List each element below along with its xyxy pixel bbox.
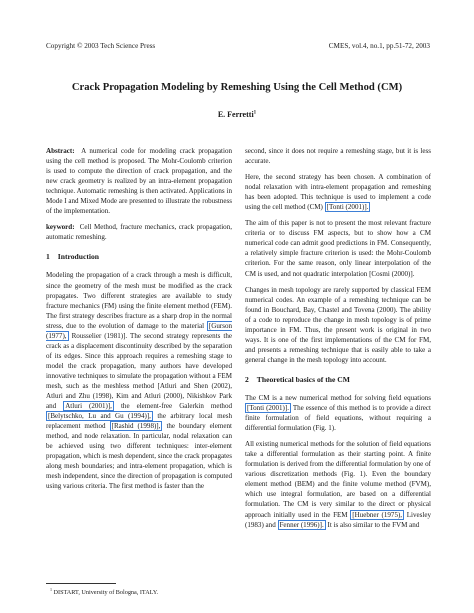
text-run: Here, the second strategy has been chosen. A combination of nodal relaxation with intra-element propagation and remeshing has been adopted. This technique is used to implement a code using the cell method (CM)	[245, 173, 431, 212]
abstract-label: Abstract:	[46, 147, 75, 155]
text-run: All existing numerical methods for the solution of field equations take a differential formulation as their starting point. A finite formulation is derived from the differential formulation by one of various discretization methods (Fig. 1). Even the boundary element method (BEM) and the finite volume method (FVM), which use integral formulation, are based on a differential formulation. The CM is very similar to the direct or physical approach initially used in the FEM	[245, 440, 431, 519]
abstract-text: A numerical code for modeling crack propagation using the cell method is proposed. The Mohr-Coulomb criterion is used to compute the direction of crack propagation, and the new crack geometry is realized by an intra-element propagation technique. Automatic remeshing is then activated. Applications in Mode I and Mixed Mode are presented to illustrate the robustness of the implementation.	[46, 147, 233, 216]
citation-link[interactable]: [Belytschko, Lu and Gu (1994)],	[48, 412, 151, 421]
section-heading-theory	[245, 375, 431, 385]
journal-reference: CMES, vol.4, no.1, pp.51-72, 2003	[328, 42, 430, 50]
text-run: the boundary element method, and node relaxation. In particular, nodal relaxation can be achieved using two different techniques: inter-element propagation, which is mesh dependent, since the crack propagates along mesh boundaries; and intra-element propagation, which is mesh independent, since the direction of propagation is computed using various criteria. The first method is faster than the	[46, 422, 232, 491]
text-run: Rousselier (1981)]. The second strategy represents the crack as a displacement discontinuity described by the separation of its edges. Since this approach requires a remeshing stage to model the crack propagation, many authors have developed innovative techniques to simulate the propagation without a FEM mesh, such as the meshless method [Atluri and Shen (2002), Atluri and Zhu (1998), Kim and Atluri (2000), Nikishkov Park and	[46, 331, 232, 411]
text-run: the element-free Galerkin method	[120, 402, 232, 411]
text-run: It is also similar to the FVM and	[327, 520, 420, 529]
author-name: E. Ferretti	[217, 110, 254, 119]
keywords-label: keyword:	[46, 223, 75, 232]
left-column	[46, 146, 232, 498]
text-run: The essence of this method is to provide a direct finite formulation of field equations, without requiring a differential formulation (Fig. 1).	[245, 404, 432, 433]
citation-link[interactable]: [Gurson (1977),	[46, 321, 232, 340]
footnote-text: DISTART, University of Bologna, ITALY.	[53, 589, 159, 597]
citation-link[interactable]: [Tonti (2001)].	[247, 404, 289, 413]
section-title: Introduction	[57, 252, 100, 262]
author-line	[0, 110, 474, 119]
paragraph: second, since it does not require a remeshing stage, but it is less accurate.	[245, 147, 431, 166]
text-run: Modeling the propagation of a crack through a mesh is difficult, since the geometry of the mesh must be modified as the crack propagates. Two different strategies are available to study fracture mechanics (FM) using the finite element method (FEM). The first strategy describes fracture as a sharp drop in the normal stress, due to the evolution of damage to the material	[46, 271, 232, 330]
paragraph	[245, 439, 431, 529]
paragraph: The aim of this paper is not to present the most relevant fracture criteria or to discuss FM aspects, but to show how a CM numerical code can admit good predictions in FM. Consequently, a relatively simple fracture criterion is used: the Mohr-Coulomb criterion. For the same reason, only linear interpolation of the CM is used, and not quadratic interpolation [Cosmi (2000)].	[245, 219, 431, 278]
text-run: The CM is a new numerical method for solving field equations	[245, 393, 431, 402]
paragraph	[245, 393, 431, 433]
citation-link[interactable]: Fenner (1996)].	[279, 520, 324, 529]
section-title: Theoretical basics of the CM	[256, 374, 350, 384]
author-affiliation-mark: 1	[253, 110, 257, 116]
citation-link[interactable]: [Tonti (2001)].	[326, 203, 369, 212]
section-heading-introduction	[46, 252, 232, 262]
paper-title: Crack Propagation Modeling by Remeshing Using the Cell Method (CM)	[71, 82, 403, 93]
footnote-divider	[46, 583, 116, 584]
footnote	[50, 587, 158, 596]
paragraph	[245, 172, 431, 212]
keywords-text: Cell Method, fracture mechanics, crack propagation, automatic remeshing.	[46, 223, 232, 242]
footnote-mark: 1	[50, 587, 52, 592]
abstract	[46, 146, 232, 216]
citation-link[interactable]: [Rashid (1998)],	[111, 422, 161, 431]
citation-link[interactable]: Atluri (2001)],	[65, 402, 112, 411]
paragraph: Changes in mesh topology are rarely supported by classical FEM numerical codes. An example of a remeshing technique can be found in Bouchard, Bay, Chastel and Tovena (2000). The ability of a code to reproduce the change in mesh topology is of prime importance in FM. Thus, the present work is original in two ways. It is one of the first implementations of the CM for FM, and presents a remeshing technique that is easily able to take a general change in the mesh topology into account.	[245, 285, 431, 364]
section-number: 2	[245, 374, 249, 384]
citation-link[interactable]: [Huebner (1975),	[352, 510, 403, 519]
copyright-notice: Copyright © 2003 Tech Science Press	[46, 42, 156, 50]
text-run: Livesley (1983) and	[245, 510, 432, 529]
keywords	[46, 222, 232, 242]
section-number: 1	[46, 252, 50, 262]
text-run: the arbitrary local mesh replacement method	[46, 412, 232, 431]
introduction-paragraph	[46, 270, 232, 491]
right-column	[245, 146, 431, 536]
